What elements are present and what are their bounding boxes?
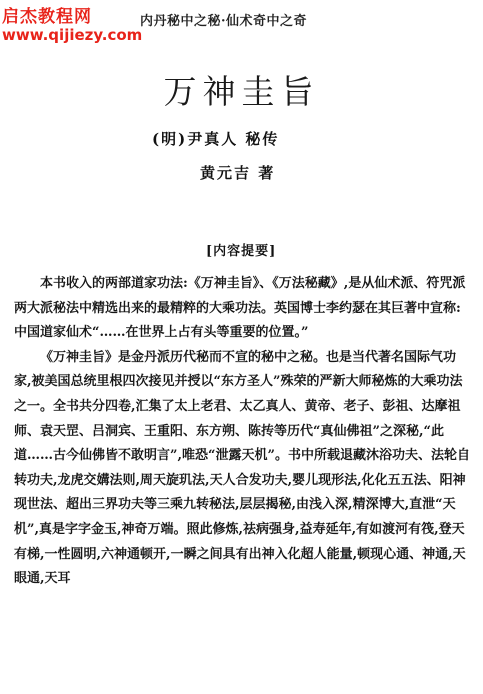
author-line-1: (明)尹真人 秘传 [152, 130, 280, 148]
series-line: 内丹秘中之秘·仙术奇中之奇 [140, 14, 308, 29]
section-heading: [内容提要] [206, 244, 277, 259]
author-line-2: 黄元吉 著 [200, 164, 276, 182]
watermark-site-url: www.qijiezy.com [2, 26, 143, 44]
book-title: 万神圭旨 [163, 72, 320, 111]
body-text [14, 272, 470, 592]
watermark-site-name: 启杰教程网 [2, 7, 92, 27]
paragraph-2: 《万神圭旨》是金丹派历代秘而不宣的秘中之秘。也是当代著名国际气功家,被美国总统里根四次接见并授以“东方圣人”殊荣的严新大师秘炼的大乘功法之一。全书共分四卷,汇集了太上老君、太乙真人、黄帝、老子、彭祖、达摩祖师、袁天罡、吕洞宾、王重阳、东方朔、陈抟等历代“真仙佛祖”之深秘,“此道……古今仙佛皆不敢明言”,唯恐“泄露天机”。书中所载退藏沐浴功夫、法轮自转功夫,龙虎交媾法则,周天旋玑法,天人合发功夫,婴儿现形法,化化五五法、阳神现世法、超出三界功夫等三乘九转秘法,层层揭秘,由浅入深,精深博大,直泄“天机”,真是字字金玉,神奇万端。照此修炼,祛病强身,益寿延年,有如渡河有筏,登天有梯,一性圆明,六神通顿开,一瞬之间具有出神入化超人能量,顿现心通、神通,天眼通,天耳 [14, 349, 470, 587]
paragraph-1: 本书收入的两部道家功法:《万神圭旨》、《万法秘藏》,是从仙术派、符咒派两大派秘法中精选出来的最精粹的大乘功法。英国博士李约瑟在其巨著中宣称:中国道家仙术“……在世界上占有头等重要的位置。” [14, 276, 466, 341]
